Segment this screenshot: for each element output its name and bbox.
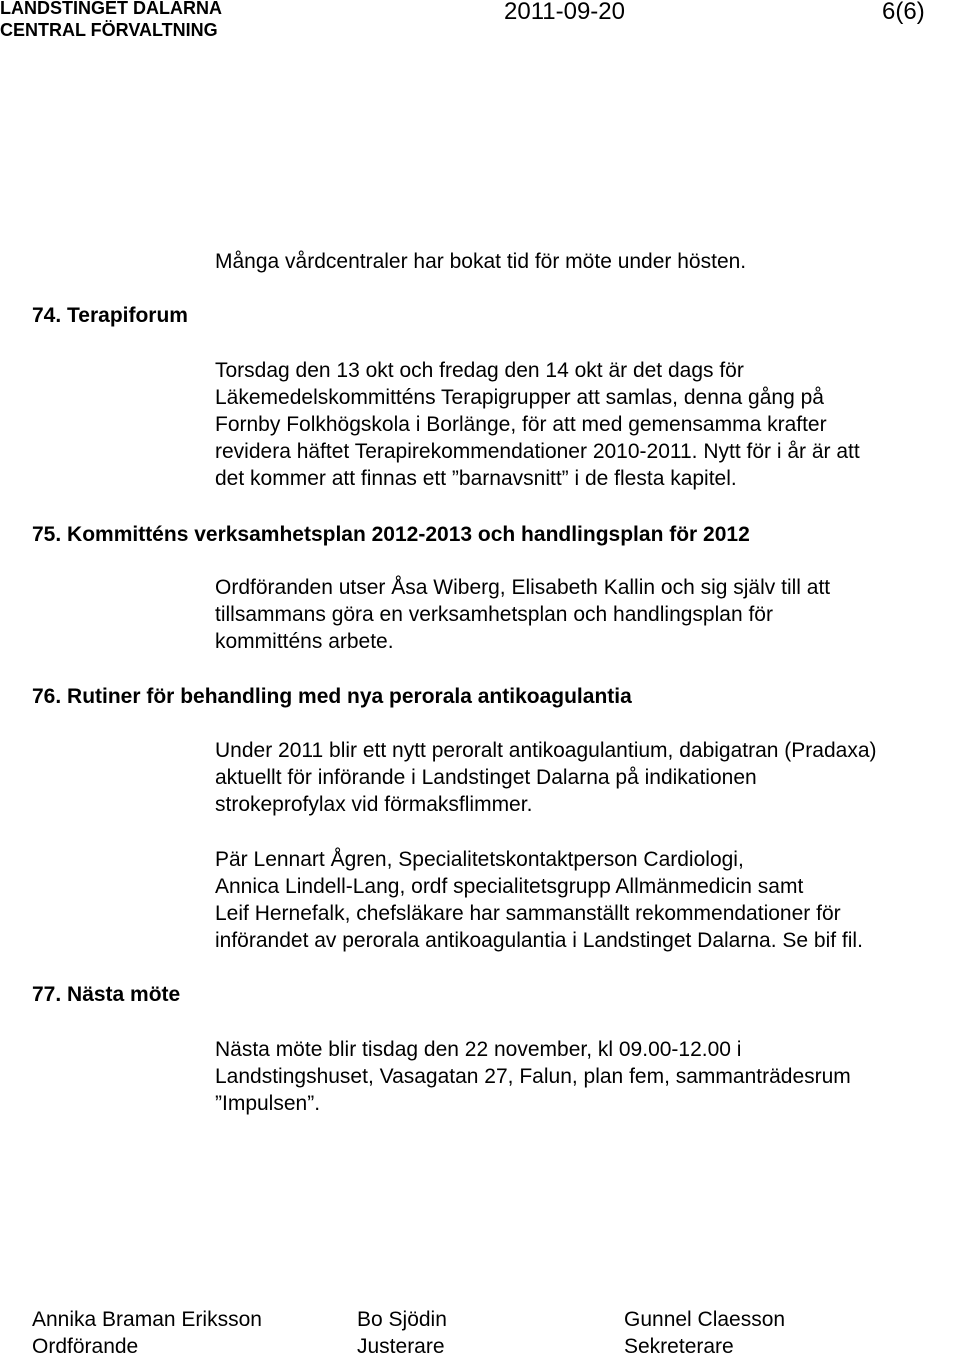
intro-paragraph [215,248,960,275]
paragraph-line: Landstingshuset, Vasagatan 27, Falun, plan fem, sammanträdesrum [215,1065,851,1088]
section-77-paragraph [215,1036,960,1117]
paragraph-line: strokeprofylax vid förmaksflimmer. [215,793,533,816]
paragraph-line: Pär Lennart Ågren, Specialitetskontaktperson Cardiologi, [215,848,744,871]
paragraph-line: införandet av perorala antikoagulantia i Landstinget Dalarna. Se bif fil. [215,929,863,952]
section-76-paragraph-2 [215,846,960,954]
header-date: 2011-09-20 [504,0,625,25]
section-heading-76: 76. Rutiner för behandling med nya perorala antikoagulantia [32,685,632,708]
paragraph-line: Torsdag den 13 okt och fredag den 14 okt är det dags för [215,359,744,382]
signature-adjuster-role: Justerare [357,1335,445,1358]
signature-secretary-role: Sekreterare [624,1335,734,1358]
paragraph-line: aktuellt för införande i Landstinget Dalarna på indikationen [215,766,757,789]
paragraph-line: kommitténs arbete. [215,630,394,653]
paragraph-line: tillsammans göra en verksamhetsplan och handlingsplan för [215,603,773,626]
section-76-paragraph-1 [215,737,960,818]
header-department: CENTRAL FÖRVALTNING [0,20,218,40]
paragraph-line: Nästa möte blir tisdag den 22 november, kl 09.00-12.00 i [215,1038,742,1061]
paragraph-line: Många vårdcentraler har bokat tid för möte under hösten. [215,250,747,273]
section-heading-74: 74. Terapiforum [32,304,188,327]
paragraph-line: Fornby Folkhögskola i Borlänge, för att med gemensamma krafter [215,413,827,436]
paragraph-line: Ordföranden utser Åsa Wiberg, Elisabeth Kallin och sig själv till att [215,576,831,599]
paragraph-line: revidera häftet Terapirekommendationer 2010-2011. Nytt för i år är att [215,440,860,463]
section-75-paragraph [215,574,960,655]
paragraph-line: Under 2011 blir ett nytt peroralt antikoagulantium, dabigatran (Pradaxa) [215,739,877,762]
signature-secretary-name: Gunnel Claesson [624,1308,786,1331]
section-heading-77: 77. Nästa möte [32,983,181,1006]
paragraph-line: Läkemedelskommitténs Terapigrupper att samlas, denna gång på [215,386,824,409]
paragraph-line: Leif Hernefalk, chefsläkare har sammanställt rekommendationer för [215,902,841,925]
paragraph-line: Annica Lindell-Lang, ordf specialitetsgrupp Allmänmedicin samt [215,875,804,898]
signature-adjuster-name: Bo Sjödin [357,1308,447,1331]
header-organization: LANDSTINGET DALARNA [0,0,222,18]
signature-chair-role: Ordförande [32,1335,139,1358]
section-74-paragraph [215,357,960,492]
paragraph-line: det kommer att finnas ett ”barnavsnitt” i de flesta kapitel. [215,467,737,490]
paragraph-line: ”Impulsen”. [215,1092,321,1115]
signature-chair-name: Annika Braman Eriksson [32,1308,262,1331]
section-heading-75: 75. Kommitténs verksamhetsplan 2012-2013 och handlingsplan för 2012 [32,523,750,546]
header-page-number: 6(6) [882,0,925,25]
